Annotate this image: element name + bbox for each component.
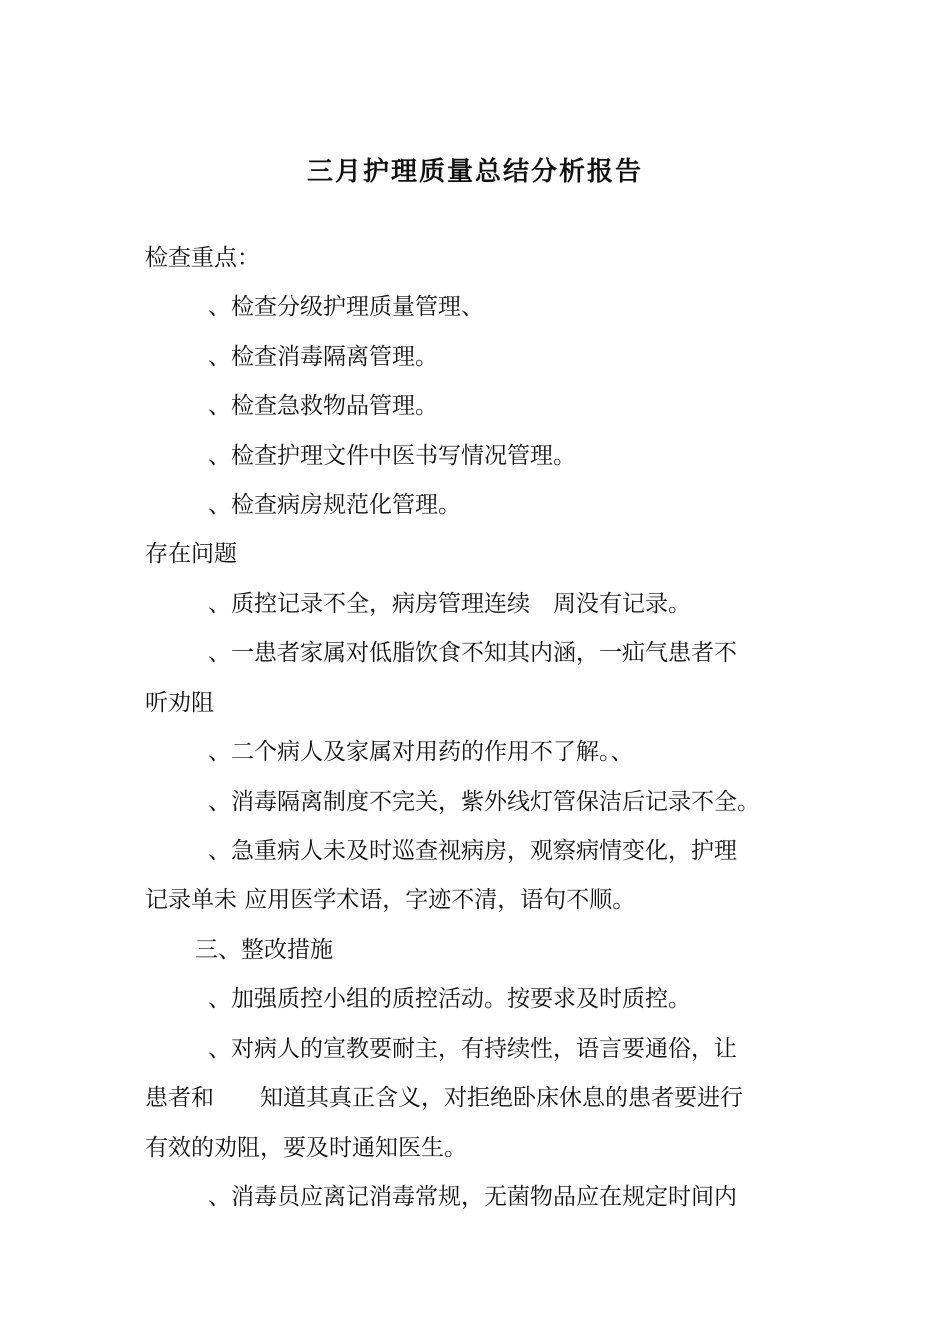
- document-title: 三月护理质量总结分析报告: [306, 157, 643, 187]
- paragraph-line: 有效的劝阻，要及时通知医生。: [145, 1135, 467, 1161]
- paragraph-line: 、质控记录不全，病房管理连续 周没有记录。: [208, 591, 691, 617]
- paragraph-line: 、检查病房规范化管理。: [208, 492, 461, 518]
- paragraph-line: 、检查护理文件中医书写情况管理。: [208, 443, 576, 469]
- paragraph-line: 、急重病人未及时巡查视病房，观察病情变化，护理: [208, 838, 737, 864]
- section-heading-existing-problems: 存在问题: [145, 541, 237, 567]
- paragraph-line: 、检查分级护理质量管理、: [208, 294, 484, 320]
- paragraph-line: 、二个病人及家属对用药的作用不了解。、: [208, 739, 634, 765]
- paragraph-line: 、对病人的宣教要耐主，有持续性，语言要通俗，让: [208, 1036, 737, 1062]
- paragraph-line: 患者和 知道其真正含义，对拒绝卧床休息的患者要进行: [145, 1085, 743, 1111]
- paragraph-line: 、加强质控小组的质控活动。按要求及时质控。: [208, 986, 691, 1012]
- paragraph-line: 记录单未 应用医学术语，字迹不清，语句不顺。: [145, 887, 636, 913]
- paragraph-line: 听劝阻: [145, 690, 214, 716]
- section-heading-corrective-measures: 三、整改措施: [195, 937, 333, 963]
- paragraph-line: 、一患者家属对低脂饮食不知其内涵，一疝气患者不: [208, 640, 737, 666]
- paragraph-line: 、消毒员应离记消毒常规，无菌物品应在规定时间内: [208, 1184, 737, 1210]
- section-heading-inspection-focus: 检查重点：: [145, 245, 260, 271]
- paragraph-line: 、检查急救物品管理。: [208, 393, 438, 419]
- paragraph-line: 、消毒隔离制度不完关，紫外线灯管保洁后记录不全。: [208, 789, 760, 815]
- paragraph-line: 、检查消毒隔离管理。: [208, 344, 438, 370]
